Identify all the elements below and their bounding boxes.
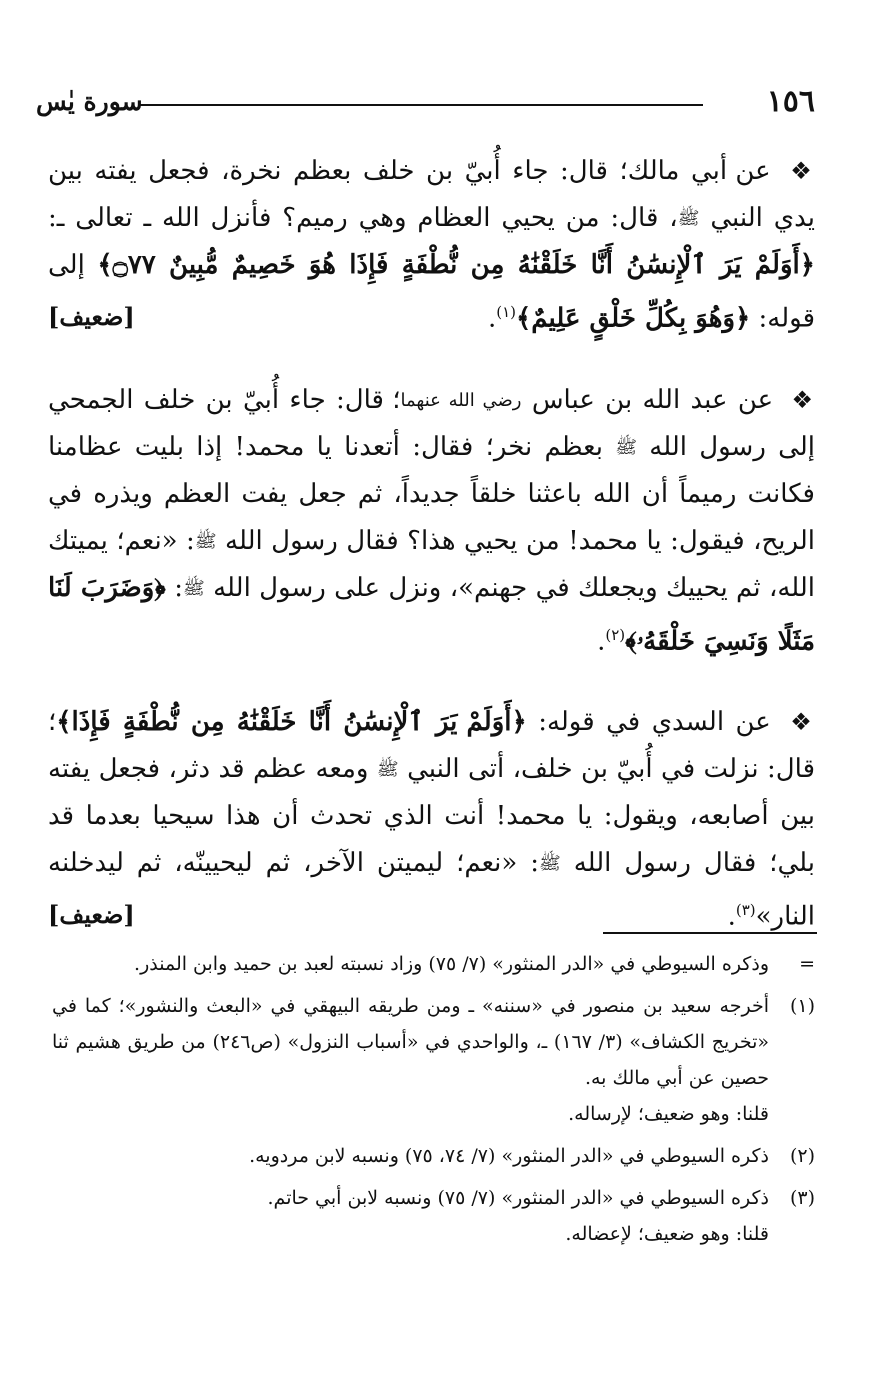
page-header bbox=[36, 80, 815, 124]
page-number: ١٥٦ bbox=[766, 84, 815, 119]
narration-text: : bbox=[174, 572, 183, 603]
footnote-text: قلنا: وهو ضعيف؛ لإعضاله. bbox=[565, 1223, 769, 1245]
honorific: ﷺ bbox=[376, 759, 399, 781]
narration-text: ومعه عظم قد دثر، فجعل يفته بين أصابعه، ويقول: يا محمد! أنت الذي تحدث أن هذا سيحيا بعدما قد بلي؛ فقال رسول الله bbox=[48, 754, 816, 879]
narration-text: ، قال: من يحيي العظام وهي رميم؟ فأنزل الله ـ تعالى ـ: bbox=[48, 203, 678, 233]
narration-text: عن أبي مالك؛ قال: جاء أُبيّ بن خلف بعظم نخرة، فجعل يفته بين يدي النبي bbox=[48, 156, 815, 233]
footnote-mark: = bbox=[799, 953, 815, 975]
narration-text: ؛ قال: جاء أُبيّ بن خلف الجمحي إلى رسول الله bbox=[48, 384, 815, 462]
quran-verse: ﴿وَهُوَ بِكُلِّ خَلْقٍ عَلِيمٌ﴾ bbox=[516, 303, 751, 334]
honorific: ﷺ bbox=[615, 436, 637, 458]
footnote-ref: (٣) bbox=[735, 901, 756, 920]
footnote-mark: (٣) bbox=[789, 1187, 815, 1209]
footnote bbox=[52, 1180, 815, 1252]
footnote bbox=[52, 946, 815, 982]
punctuation: . bbox=[597, 626, 606, 657]
quran-verse: ﴿أَوَلَمْ يَرَ ٱلْإِنسَٰنُ أَنَّا خَلَقْنَٰهُ مِن نُّطْفَةٍ فَإِذَا هُوَ خَصِيمٌ مُّبِينٌ ۝٧٧﴾ bbox=[97, 250, 815, 280]
narration-entry bbox=[48, 699, 815, 941]
header-rule bbox=[140, 104, 703, 106]
punctuation: . bbox=[487, 303, 497, 334]
grade-label: [ضعيف] bbox=[48, 900, 135, 930]
main-text bbox=[48, 148, 815, 975]
bullet-icon: ❖ bbox=[790, 157, 815, 185]
footnote-text: أخرجه سعيد بن منصور في «سننه» ـ ومن طريقه البيهقي في «البعث والنشور»؛ كما في «تخريج الكشاف» (٣/ ١٦٧) ـ، والواحدي في «أسباب النزول» (ص٢٤٦) من طريق هشيم ثنا حصين عن أبي مالك به. bbox=[52, 995, 769, 1089]
narration-text: بعظم نخر؛ فقال: أتعدنا يا محمد! إذا بليت عظامنا فكانت رميماً أن الله باعثنا خلقاً جديداً، ثم جعل يفت العظم ويذره في الريح، فيقول: يا محمد! من يحيي هذا؟ فقال رسول الله bbox=[48, 431, 815, 556]
honorific: ﷺ bbox=[677, 208, 700, 229]
footnote-text: ذكره السيوطي في «الدر المنثور» (٧/ ٧٤، ٧٥) ونسبه لابن مردويه. bbox=[249, 1145, 769, 1167]
narration-entry bbox=[48, 377, 815, 666]
footnotes bbox=[52, 946, 815, 1258]
honorific: ﷺ bbox=[194, 530, 217, 552]
footnote-rule bbox=[603, 932, 817, 934]
grade-label: [ضعيف] bbox=[48, 302, 135, 331]
quran-verse: ﴿وَضَرَبَ لَنَا مَثَلًا وَنَسِيَ خَلْقَهُۥ﴾ bbox=[48, 572, 815, 657]
narration-text: عن عبد الله بن عباس bbox=[531, 384, 774, 415]
footnote bbox=[52, 1138, 815, 1174]
footnote-text: قلنا: وهو ضعيف؛ لإرساله. bbox=[568, 1103, 769, 1125]
narration-text: : «نعم؛ يميتك الله، ثم يحييك ويجعلك في جهنم»، ونزل على رسول الله bbox=[48, 525, 816, 603]
footnote-ref: (١) bbox=[496, 303, 516, 321]
punctuation: . bbox=[727, 901, 736, 932]
footnote-mark: (٢) bbox=[789, 1145, 815, 1167]
narration-entry bbox=[48, 148, 815, 343]
footnote-mark: (١) bbox=[789, 995, 815, 1017]
footnote-text: وذكره السيوطي في «الدر المنثور» (٧/ ٧٥) وزاد نسبته لعبد بن حميد وابن المنذر. bbox=[134, 953, 769, 975]
narration-text: إلى قوله: bbox=[48, 250, 815, 334]
footnote-ref: (٢) bbox=[605, 625, 626, 644]
quran-verse: ﴿أَوَلَمْ يَرَ ٱلْإِنسَٰنُ أَنَّا خَلَقْنَٰهُ مِن نُّطْفَةٍ فَإِذَا﴾ bbox=[56, 707, 527, 738]
narration-text: ؛ قال: نزلت في أُبيّ بن خلف، أتى النبي bbox=[48, 707, 816, 785]
honorific: ﷺ bbox=[182, 577, 205, 599]
footnote-text: ذكره السيوطي في «الدر المنثور» (٧/ ٧٥) ونسبه لابن أبي حاتم. bbox=[267, 1187, 769, 1209]
honorific: ﷺ bbox=[539, 853, 561, 875]
narration-text: : «نعم؛ ليميتن الآخر، ثم ليحيينّه، ثم ليدخلنه النار» bbox=[48, 848, 815, 932]
bullet-icon: ❖ bbox=[791, 385, 816, 414]
footnote bbox=[52, 988, 815, 1132]
running-title: سورة يٰس bbox=[36, 87, 143, 116]
honorific: رضي الله عنهما bbox=[400, 389, 522, 411]
bullet-icon: ❖ bbox=[790, 708, 815, 737]
narration-text: عن السدي في قوله: bbox=[538, 707, 771, 738]
